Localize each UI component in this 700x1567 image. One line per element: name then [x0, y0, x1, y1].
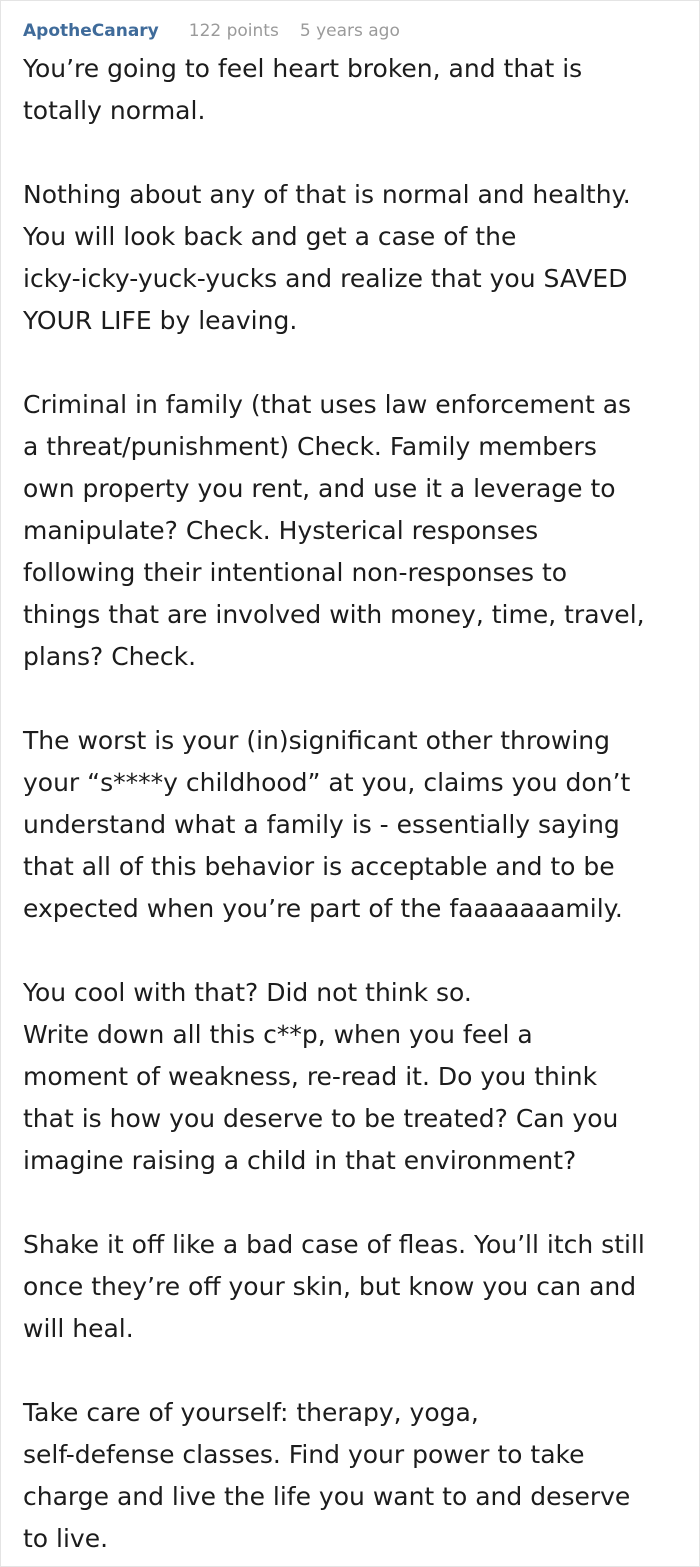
comment-paragraph: Take care of yourself: therapy, yoga, self-defense classes. Find your power to take charge and live the life you want to and deserve to live.	[23, 1398, 631, 1553]
comment-body	[23, 48, 683, 1560]
comment-paragraph: You’re going to feel heart broken, and that is totally normal.	[23, 54, 583, 125]
comment-points: 122 points	[188, 21, 279, 41]
comment-header	[23, 19, 400, 43]
comment-paragraph: You cool with that? Did not think so. Write down all this c**p, when you feel a moment of weakness, re-read it. Do you think that is how you deserve to be treated? Can you imagine raising a child in that environment?	[23, 978, 619, 1175]
comment-paragraph: Criminal in family (that uses law enforcement as a threat/punishment) Check. Family members own property you rent, and use it a leverage to manipulate? Check. Hysterical responses following their intentional non-responses to things that are involved with money, time, travel, plans? Check.	[23, 390, 645, 671]
comment-author-link[interactable]: ApotheCanary	[23, 21, 159, 41]
comment-paragraph: Shake it off like a bad case of fleas. You’ll itch still once they’re off your skin, but know you can and will heal.	[23, 1230, 645, 1343]
comment-timestamp: 5 years ago	[299, 21, 400, 41]
comment-paragraph: The worst is your (in)significant other throwing your “s****y childhood” at you, claims you don’t understand what a family is - essentially saying that all of this behavior is acceptable and to be expected when you’re part of the faaaaaaamily.	[23, 726, 631, 923]
comment-paragraph: Nothing about any of that is normal and healthy. You will look back and get a case of the icky-icky-yuck-yucks and realize that you SAVED YOUR LIFE by leaving.	[23, 180, 631, 335]
